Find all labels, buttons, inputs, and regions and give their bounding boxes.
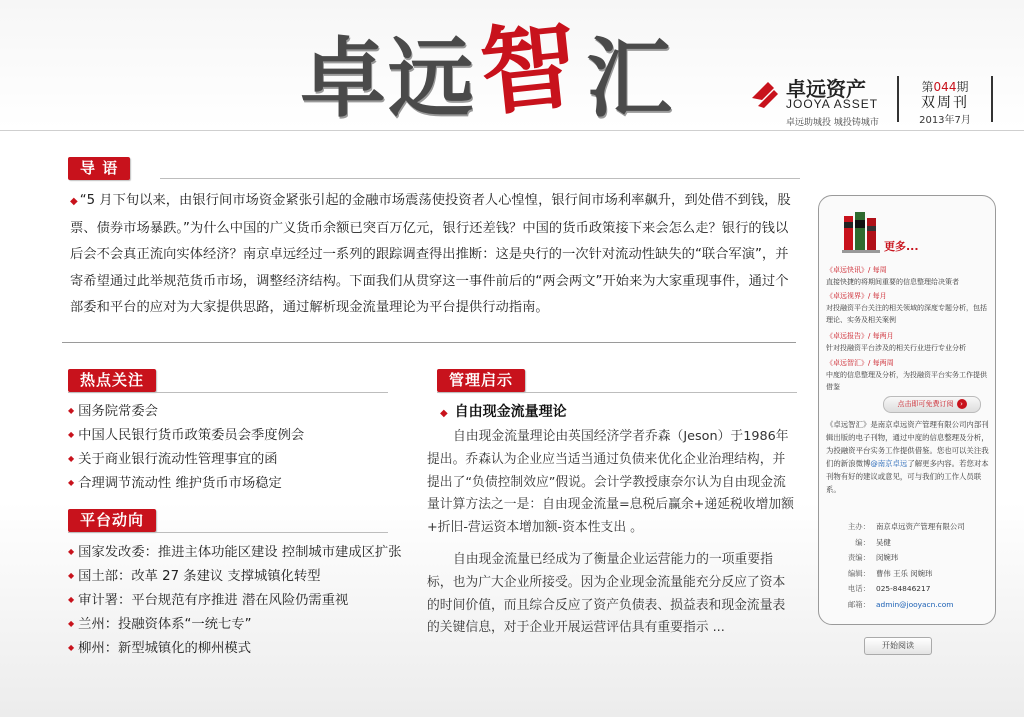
platform-news-label: 兰州：投融资体系“一统七专” xyxy=(78,617,252,632)
credit-row xyxy=(836,535,986,551)
logo-company-name: 卓远资产 xyxy=(786,77,866,101)
credit-key: 编辑： xyxy=(847,568,870,578)
publication-item[interactable] xyxy=(826,290,990,326)
credit-key: 编： xyxy=(855,537,870,547)
hot-topic-label: 合理调节流动性 维护货币市场稳定 xyxy=(78,476,282,491)
credit-key: 主办： xyxy=(847,522,870,531)
about-text xyxy=(826,418,990,496)
hot-topic-item[interactable] xyxy=(68,399,304,423)
credit-value: 025-84846217 xyxy=(876,584,931,594)
insight-rule xyxy=(437,392,797,393)
insight-paragraph: 自由现金流量已经成为了衡量企业运营能力的一项重要指标，也为广大企业所接受。因为企业现金流量能充分反应了资本的时间价值，而且综合反应了资产负债表、损益表和现金流量表的关键信息，对于企业开展运营评估具有重要指示 ... xyxy=(427,551,786,636)
credit-value: 闵婉玮 xyxy=(876,553,899,563)
hot-topics-rule xyxy=(68,392,388,393)
platform-news-label: 审计署：平台规范有序推进 潜在风险仍需重视 xyxy=(78,593,349,608)
start-reading-button[interactable]: 开始阅读 xyxy=(864,637,932,655)
publication-item[interactable] xyxy=(826,357,990,393)
insight-body xyxy=(427,426,797,649)
header-rule xyxy=(0,130,1024,131)
platform-news-item[interactable] xyxy=(68,636,402,660)
masthead-char: 汇 xyxy=(586,29,674,129)
bullet-icon: ◆ xyxy=(68,619,75,628)
platform-news-rule xyxy=(68,532,388,533)
logo-english-name: JOOYA ASSET xyxy=(786,97,879,111)
insight-heading[interactable] xyxy=(440,401,567,421)
bullet-icon: ◆ xyxy=(68,571,75,580)
hot-topic-item[interactable] xyxy=(68,447,304,471)
credit-key: 邮箱： xyxy=(847,599,870,609)
intro-tag: 导 语 xyxy=(68,157,130,180)
credit-row xyxy=(836,519,986,535)
hot-topic-item[interactable] xyxy=(68,471,304,495)
publication-frequency: / 每两月 xyxy=(868,332,894,340)
hot-topic-label: 中国人民银行货币政策委员会季度例会 xyxy=(78,428,305,443)
issue-info xyxy=(897,76,993,126)
credit-value: 南京卓远资产管理有限公司 xyxy=(876,522,965,531)
issue-date: 2013年7月 xyxy=(919,115,971,126)
publication-name: 《卓远快讯》 xyxy=(826,266,868,274)
logo-slogan: 卓远助城投 城投铸城市 xyxy=(786,118,879,128)
publication-name: 《卓远智汇》 xyxy=(826,359,868,367)
credit-key: 责编： xyxy=(847,553,870,563)
section-divider xyxy=(62,342,796,343)
bullet-icon: ◆ xyxy=(68,595,75,604)
intro-text: “5 月下旬以来，由银行间市场资金紧张引起的金融市场震荡使投资者人心惶惶，银行间市场利率飙升，到处借不到钱，股票、债券市场暴跌。”为什么中国的广义货币余额已突百万亿元，银行还差钱？中国的货币政策接下来会怎么走？银行的钱以后会不会真正流向实体经济？南京卓远经过一系列的跟踪调查得出推断：这是央行的一次针对流动性缺失的“联合军演”，并寄希望通过此举规范货币市场，调整经济结构。下面我们从贯穿这一事件前后的“两会两文”开始来为大家重现事件，通过个部委和平台的应对为大家提供思路，通过解析现金流量理论为平台提供行动指南。 xyxy=(70,193,791,315)
insight-tag: 管理启示 xyxy=(437,369,525,392)
platform-news-label: 国土部：改革 27 条建议 支撑城镇化转型 xyxy=(78,569,321,584)
publication-description: 针对投融资平台涉及的相关行业进行专业分析 xyxy=(826,344,966,352)
credit-row xyxy=(836,581,986,597)
credit-key: 电话： xyxy=(847,584,870,594)
bullet-icon: ◆ xyxy=(68,478,75,487)
hot-topic-label: 关于商业银行流动性管理事宜的函 xyxy=(78,452,278,467)
hot-topic-label: 国务院常委会 xyxy=(78,404,158,419)
platform-news-label: 柳州：新型城镇化的柳州模式 xyxy=(78,641,252,656)
credit-value: 曹伟 王乐 闵婉玮 xyxy=(876,568,933,578)
platform-news-item[interactable] xyxy=(68,540,402,564)
publication-description: 对投融资平台关注的相关领域的深度专题分析，包括理论、实务及相关案例 xyxy=(826,304,987,324)
insight-heading-label: 自由现金流量理论 xyxy=(454,404,567,420)
insight-paragraph: 自由现金流量理论由英国经济学者乔森（Jeson）于1986年提出。乔森认为企业应当适当通过负债来优化企业治理结构，并提出了“负债控制效应”假说。会计学教授康奈尔认为自由现金流量计算方法之一是：自由现金流量=息税后赢余+递延税收增加额+折旧-营运资本增加额-资本性支出 。 xyxy=(427,429,794,536)
issue-suffix: 期 xyxy=(956,80,969,94)
issue-frequency: 双周刊 xyxy=(921,95,969,111)
publication-name: 《卓远报告》 xyxy=(826,332,868,340)
platform-news-label: 国家发改委：推进主体功能区建设 控制城市建成区扩张 xyxy=(78,545,402,560)
subscribe-button[interactable] xyxy=(883,396,981,413)
masthead-char-accent: 智 xyxy=(475,7,585,130)
bullet-icon: ◆ xyxy=(68,547,75,556)
bullet-icon: ◆ xyxy=(70,196,78,207)
publication-name: 《卓远视界》 xyxy=(826,292,868,300)
masthead-char: 卓 xyxy=(300,29,388,129)
masthead-title xyxy=(300,7,674,134)
credit-row xyxy=(836,550,986,566)
hot-topics-tag: 热点关注 xyxy=(68,369,156,392)
credit-value: 吴健 xyxy=(876,537,891,547)
hot-topics-list xyxy=(68,399,304,495)
email-link[interactable]: admin@jooyacn.com xyxy=(876,599,954,609)
publication-item[interactable] xyxy=(826,264,990,288)
publication-description: 直接快捷的将期间重要的信息整理给决策者 xyxy=(826,278,959,286)
publication-frequency: / 每周 xyxy=(868,266,887,274)
more-link[interactable]: 更多... xyxy=(884,240,919,253)
platform-news-item[interactable] xyxy=(68,588,402,612)
publication-item[interactable] xyxy=(826,330,990,354)
about-text-post: 了解更多内容。若您对本刊物有好的建议或意见，可与我们的工作人员联系。 xyxy=(826,459,989,494)
credit-row xyxy=(836,566,986,582)
subscribe-label: 点击即可免费订阅 xyxy=(897,400,954,408)
issue-number: 044 xyxy=(933,80,957,94)
bullet-icon: ◆ xyxy=(68,643,75,652)
intro-tag-rule xyxy=(160,178,800,179)
about-text-pre: 《卓远智汇》是南京卓远资产管理有限公司内部刊辑出版的电子刊物，通过中度的信息整理及分析，为投融资平台实务工作提供借鉴。您也可以关注我们的新浪微博 xyxy=(826,420,989,468)
arrow-right-icon: › xyxy=(957,399,967,409)
weibo-link[interactable]: @南京卓远 xyxy=(870,459,908,468)
books-icon xyxy=(838,208,886,256)
credit-row xyxy=(836,597,986,613)
bullet-icon: ◆ xyxy=(68,454,75,463)
bullet-icon: ◆ xyxy=(440,408,448,419)
publication-description: 中度的信息整理及分析，为投融资平台实务工作提供借鉴 xyxy=(826,371,987,391)
publication-frequency: / 每月 xyxy=(868,292,887,300)
credits-list xyxy=(836,519,986,613)
platform-news-item[interactable] xyxy=(68,612,402,636)
masthead-char: 远 xyxy=(388,29,476,129)
intro-paragraph xyxy=(70,188,800,322)
publication-frequency: / 每两周 xyxy=(868,359,894,367)
platform-news-item[interactable] xyxy=(68,564,402,588)
platform-news-list xyxy=(68,540,402,660)
hot-topic-item[interactable] xyxy=(68,423,304,447)
jooya-logo-icon xyxy=(748,78,782,112)
bullet-icon: ◆ xyxy=(68,430,75,439)
bullet-icon: ◆ xyxy=(68,406,75,415)
issue-prefix: 第 xyxy=(921,80,934,94)
platform-news-tag: 平台动向 xyxy=(68,509,156,532)
issue-number-line xyxy=(899,78,991,95)
